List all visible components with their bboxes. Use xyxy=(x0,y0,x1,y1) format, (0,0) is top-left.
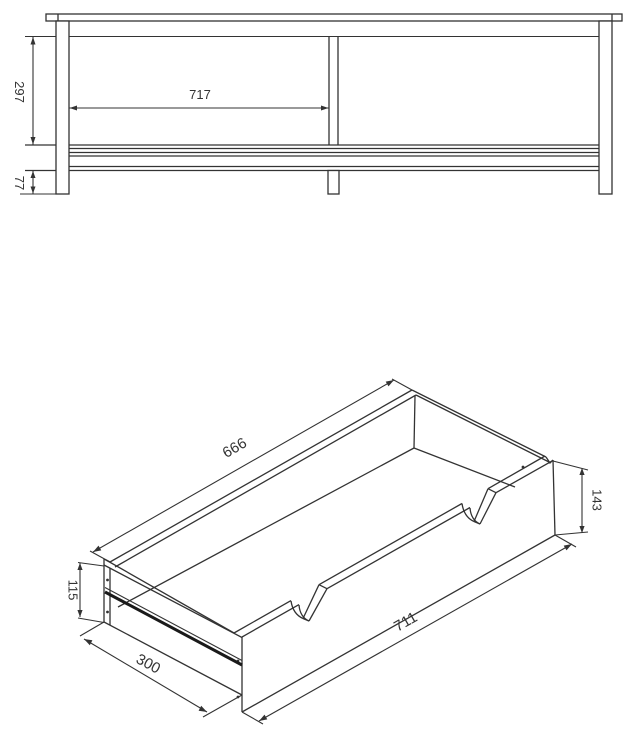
drawer-iso-view xyxy=(104,390,555,712)
dim-label-plinth-height: 77 xyxy=(12,175,27,191)
dim-143 xyxy=(553,461,588,535)
dim-300 xyxy=(80,622,242,717)
far-panel xyxy=(104,390,416,607)
middle-divider xyxy=(329,37,338,146)
dim-label-front-height: 115 xyxy=(65,579,81,601)
front-end-piece xyxy=(104,560,242,695)
middle-leg xyxy=(328,171,339,195)
table-front-view xyxy=(20,14,622,194)
arrow-down xyxy=(31,137,36,145)
left-leg xyxy=(56,21,69,194)
grip-notch-right xyxy=(462,489,496,524)
dim-label-side-height: 143 xyxy=(589,489,605,511)
tabletop xyxy=(46,14,622,21)
dim-label-opening-width: 717 xyxy=(189,87,211,102)
dim-label-inner-length: 666 xyxy=(219,434,250,462)
arrow-down xyxy=(31,187,36,194)
dim-297 xyxy=(31,37,36,145)
dim-666 xyxy=(90,379,412,562)
dim-label-depth: 300 xyxy=(133,650,164,678)
arrow-up xyxy=(31,37,36,45)
near-panel xyxy=(234,456,555,712)
dim-77 xyxy=(31,171,36,194)
dim-label-opening-height: 297 xyxy=(12,81,27,103)
groove-line xyxy=(105,592,242,665)
arrow-right xyxy=(321,106,329,111)
arrow-up xyxy=(31,171,36,178)
arrow-left xyxy=(70,106,78,111)
dim-717 xyxy=(70,106,329,111)
right-leg xyxy=(599,21,612,194)
grip-notch-left xyxy=(291,585,327,621)
shelf-lines xyxy=(69,149,599,167)
dim-label-outer-length: 711 xyxy=(391,608,421,636)
